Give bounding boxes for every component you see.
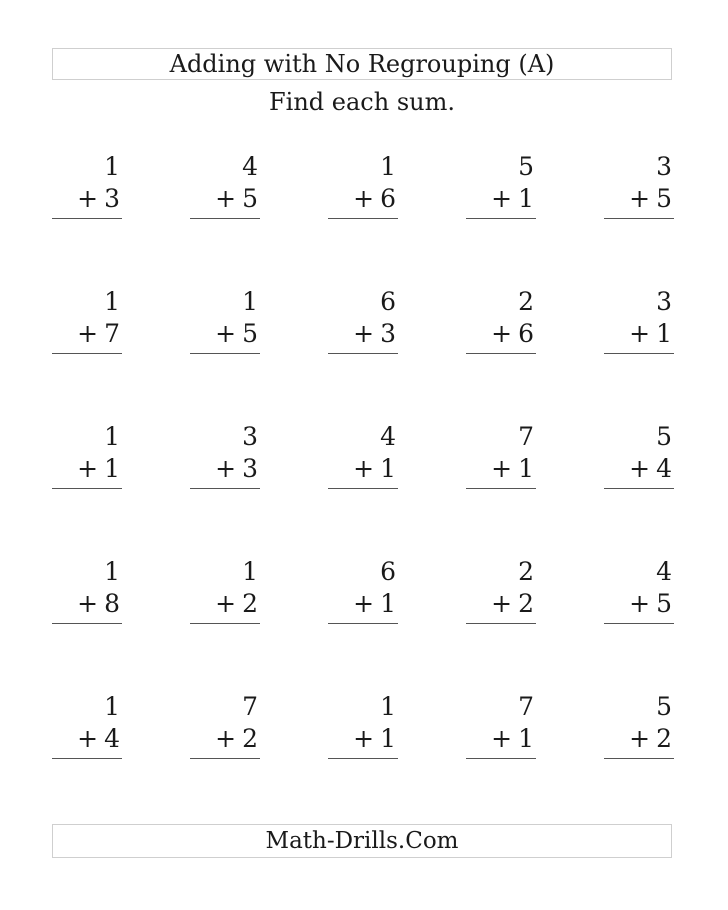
addend-bottom-line [353,589,396,619]
addend-top: 6 [380,557,396,586]
answer-line [604,623,674,624]
plus-sign: + [491,319,513,348]
addend-top: 6 [380,287,396,316]
addend-top: 4 [380,422,396,451]
addition-problem [190,422,260,492]
addend-top: 1 [242,557,258,586]
plus-sign: + [491,589,513,618]
answer-line [466,488,536,489]
addend-bottom: 3 [104,184,120,213]
answer-line [190,218,260,219]
answer-line [52,218,122,219]
addition-problem [328,422,398,492]
worksheet-instructions: Find each sum. [269,88,455,116]
addend-top: 1 [242,287,258,316]
addend-top: 2 [518,287,534,316]
worksheet-title-box [52,48,672,80]
addend-bottom-line [215,319,258,349]
addend-bottom: 6 [380,184,396,213]
addend-bottom: 1 [518,724,534,753]
plus-sign: + [215,454,237,483]
addend-top: 5 [518,152,534,181]
addend-top: 1 [380,692,396,721]
answer-line [604,758,674,759]
addend-top: 3 [656,287,672,316]
addend-top: 4 [242,152,258,181]
plus-sign: + [77,454,99,483]
addition-problem [52,287,122,357]
addition-problem [466,287,536,357]
addend-bottom: 1 [518,184,534,213]
addend-bottom: 1 [518,454,534,483]
addend-top: 7 [518,692,534,721]
addend-bottom-line [77,184,120,214]
addend-bottom: 1 [656,319,672,348]
answer-line [604,218,674,219]
addend-bottom: 1 [104,454,120,483]
addition-problem [328,152,398,222]
addend-bottom: 1 [380,589,396,618]
answer-line [190,623,260,624]
answer-line [466,623,536,624]
plus-sign: + [629,589,651,618]
plus-sign: + [629,319,651,348]
addition-problem [604,287,674,357]
addend-bottom: 7 [104,319,120,348]
addend-bottom: 2 [656,724,672,753]
answer-line [604,488,674,489]
addend-top: 4 [656,557,672,586]
addend-bottom-line [491,184,534,214]
addition-problem [466,557,536,627]
addition-problem [466,422,536,492]
answer-line [466,758,536,759]
plus-sign: + [353,184,375,213]
answer-line [52,623,122,624]
addend-bottom-line [491,319,534,349]
addend-bottom-line [629,454,672,484]
addend-bottom-line [215,454,258,484]
addend-bottom: 1 [380,454,396,483]
answer-line [52,353,122,354]
addend-bottom: 3 [242,454,258,483]
addend-bottom: 2 [242,724,258,753]
addend-bottom: 5 [656,589,672,618]
answer-line [190,488,260,489]
addend-bottom: 6 [518,319,534,348]
answer-line [52,488,122,489]
addend-top: 1 [104,287,120,316]
plus-sign: + [77,184,99,213]
addend-top: 1 [104,557,120,586]
footer-text: Math-Drills.Com [265,827,459,854]
addend-top: 2 [518,557,534,586]
addend-bottom-line [491,724,534,754]
answer-line [52,758,122,759]
answer-line [328,488,398,489]
addition-problem [604,422,674,492]
addend-bottom-line [629,184,672,214]
addend-bottom-line [77,589,120,619]
addition-problem [328,692,398,762]
addition-problem [604,692,674,762]
addend-bottom-line [353,319,396,349]
addend-top: 3 [242,422,258,451]
addend-bottom: 5 [242,319,258,348]
addend-bottom-line [215,184,258,214]
addend-bottom-line [353,184,396,214]
answer-line [328,218,398,219]
plus-sign: + [629,454,651,483]
addition-problem [466,152,536,222]
addend-bottom-line [491,454,534,484]
addition-problem [328,287,398,357]
addend-top: 3 [656,152,672,181]
answer-line [466,218,536,219]
addend-bottom-line [215,589,258,619]
answer-line [328,623,398,624]
addend-bottom: 8 [104,589,120,618]
addend-bottom: 4 [656,454,672,483]
addend-bottom: 3 [380,319,396,348]
plus-sign: + [77,319,99,348]
plus-sign: + [491,454,513,483]
addend-bottom-line [629,724,672,754]
addition-problem [190,692,260,762]
addition-problem [328,557,398,627]
plus-sign: + [215,184,237,213]
addend-bottom-line [491,589,534,619]
addend-top: 7 [518,422,534,451]
answer-line [466,353,536,354]
answer-line [190,758,260,759]
plus-sign: + [353,319,375,348]
addition-problem [604,152,674,222]
addition-problem [466,692,536,762]
addend-bottom: 2 [242,589,258,618]
plus-sign: + [629,184,651,213]
answer-line [190,353,260,354]
addend-bottom: 5 [242,184,258,213]
addition-problem [190,287,260,357]
addend-top: 5 [656,422,672,451]
addend-top: 7 [242,692,258,721]
addend-bottom: 2 [518,589,534,618]
plus-sign: + [629,724,651,753]
footer-box [52,824,672,858]
addend-bottom: 5 [656,184,672,213]
plus-sign: + [77,589,99,618]
answer-line [604,353,674,354]
addend-bottom-line [215,724,258,754]
answer-line [328,353,398,354]
plus-sign: + [491,724,513,753]
plus-sign: + [353,454,375,483]
addend-top: 5 [656,692,672,721]
addend-bottom-line [629,589,672,619]
addend-bottom-line [353,454,396,484]
addend-bottom-line [353,724,396,754]
addend-bottom: 1 [380,724,396,753]
addend-bottom-line [77,319,120,349]
addition-problem [52,422,122,492]
addition-problem [190,557,260,627]
worksheet-title: Adding with No Regrouping (A) [169,50,555,78]
addition-problem [52,152,122,222]
addition-problem [52,557,122,627]
addend-bottom-line [77,454,120,484]
plus-sign: + [215,319,237,348]
plus-sign: + [77,724,99,753]
plus-sign: + [215,589,237,618]
addend-bottom-line [629,319,672,349]
plus-sign: + [491,184,513,213]
plus-sign: + [215,724,237,753]
addend-top: 1 [104,422,120,451]
answer-line [328,758,398,759]
addition-problem [52,692,122,762]
addend-bottom: 4 [104,724,120,753]
plus-sign: + [353,589,375,618]
plus-sign: + [353,724,375,753]
addition-problem [190,152,260,222]
addend-bottom-line [77,724,120,754]
addition-problem [604,557,674,627]
addend-top: 1 [104,692,120,721]
addend-top: 1 [380,152,396,181]
addend-top: 1 [104,152,120,181]
